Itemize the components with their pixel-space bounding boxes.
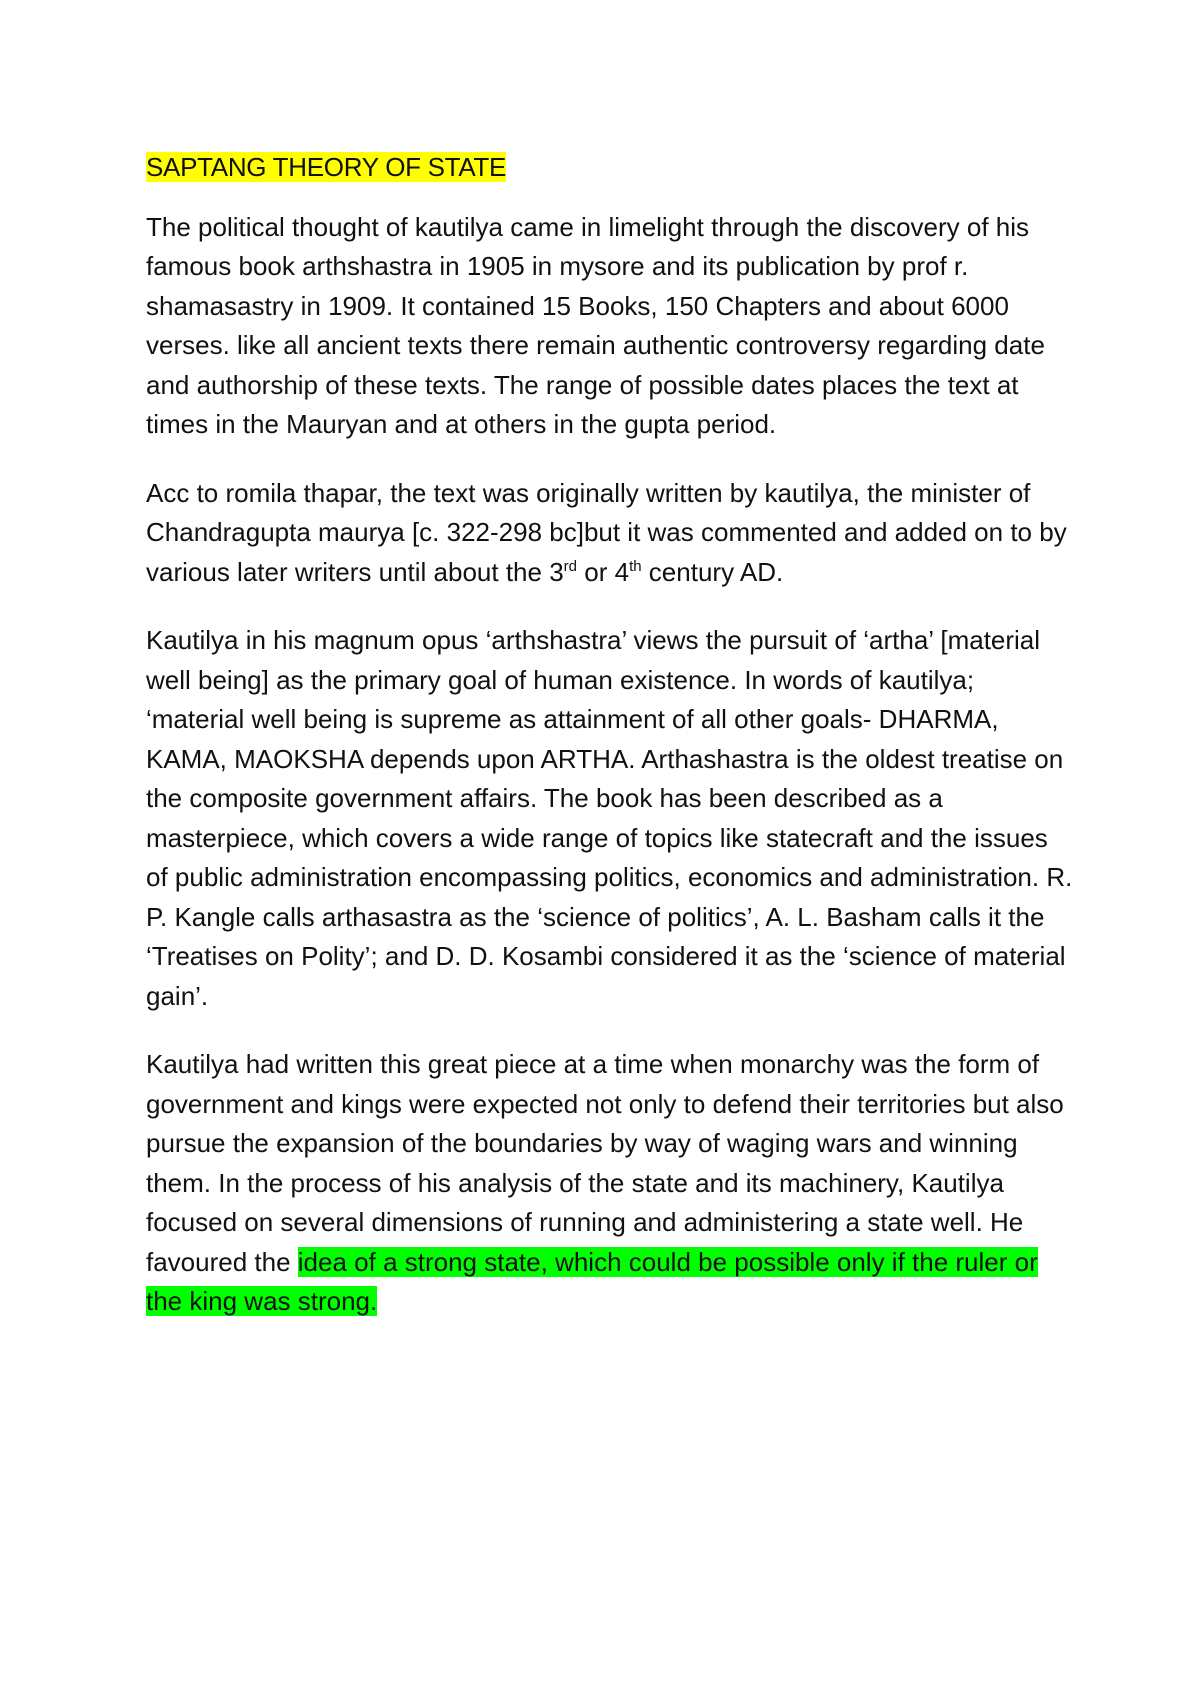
page-title: SAPTANG THEORY OF STATE (146, 152, 507, 182)
paragraph-2-mid: or (577, 556, 615, 587)
superscript-th: th (629, 557, 642, 575)
title-line (146, 148, 1076, 188)
highlighted-text: idea of a strong state, which could be possible only if the ruler or the king was strong. (146, 1246, 1038, 1316)
paragraph-2 (146, 474, 1076, 593)
paragraph-2-tail: century AD. (641, 556, 784, 587)
ordinal-number-4: 4 (614, 556, 630, 587)
paragraph-4-text: Kautilya had written this great piece at a time when monarchy was the form of government and kings were expected not only to defend their territories but also pursue the expansion of the boundaries by way of waging wars and winning them. In the process of his analysis of the state and its machinery, Kautilya focused on several dimensions of running and administering a state well. He favoured the (146, 1049, 1064, 1277)
paragraph-1: The political thought of kautilya came in limelight through the discovery of his famous book arthshastra in 1905 in mysore and its publication by prof r. shamasastry in 1909. It contained 15 Books, 150 Chapters and about 6000 verses. like all ancient texts there remain authentic controversy regarding date and authorship of these texts. The range of possible dates places the text at times in the Mauryan and at others in the gupta period. (146, 211, 1045, 439)
paragraph-4 (146, 1045, 1076, 1322)
paragraph-2-text: Acc to romila thapar, the text was originally written by kautilya, the minister of Chandragupta maurya [c. 322-298 bc]but it was commented and added on to by various later writers until about the (146, 477, 1067, 587)
ordinal-number-3: 3 (549, 556, 564, 587)
superscript-rd: rd (563, 557, 578, 575)
paragraph-3: Kautilya in his magnum opus ‘arthshastra’ views the pursuit of ‘artha’ [material well being] as the primary goal of human existence. In words of kautilya; ‘material well being is supreme as attainment of all other goals- DHARMA, KAMA, MAOKSHA depends upon ARTHA. Arthashastra is the oldest treatise on the composite government affairs. The book has been described as a masterpiece, which covers a wide range of topics like statecraft and the issues of public administration encompassing politics, economics and administration. R. P. Kangle calls arthasastra as the ‘science of politics’, A. L. Basham calls it the ‘Treatises on Polity’; and D. D. Kosambi considered it as the ‘science of material gain’. (146, 625, 1073, 1011)
document-body (146, 148, 1076, 1351)
